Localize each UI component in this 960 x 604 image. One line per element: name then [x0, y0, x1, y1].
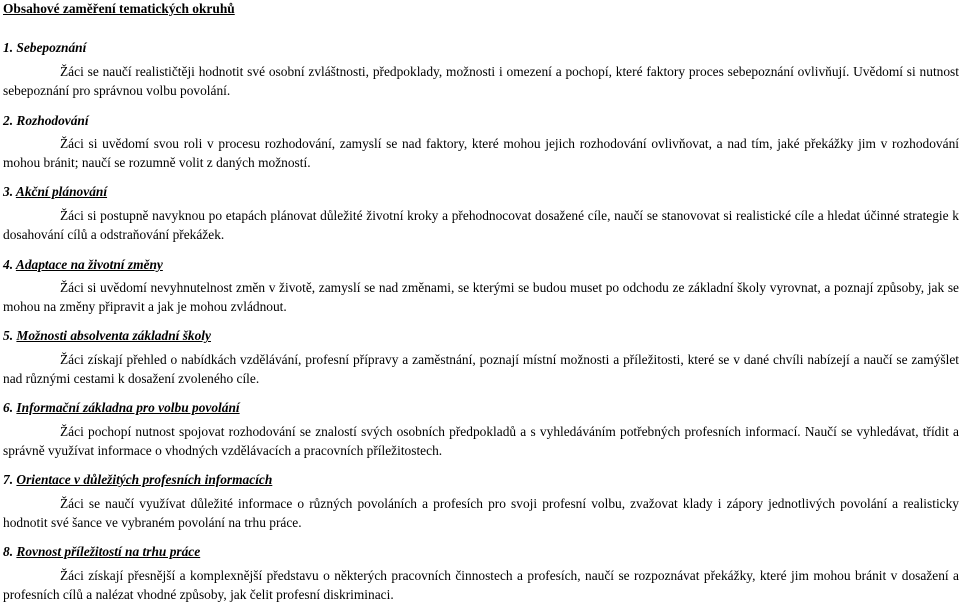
section-heading-5	[3, 328, 211, 344]
section-text-3: Žáci si postupně navyknou po etapách plánovat důležité životní kroky a přehodnocovat dosažené cíle, naučí se stanovovat si realistické cíle a hledat účinné strategie k dosahování cílů a odstraňování překážek.	[3, 208, 959, 242]
section-number: 6.	[3, 400, 14, 415]
section-text-5: Žáci získají přehled o nabídkách vzdělávání, profesní přípravy a zaměstnání, poznají místní možnosti a příležitosti, které se v dané chvíli nabízejí a naučí se zamýšlet nad různými cestami k dosažení zvoleného cíle.	[3, 352, 959, 386]
section-title: Informační základna pro volbu povolání	[16, 400, 240, 415]
section-number: 1.	[3, 40, 14, 55]
section-text-7: Žáci se naučí využívat důležité informace o různých povoláních a profesích pro svoji profesní volbu, zvažovat klady i zápory jednotlivých povolání a realisticky hodnotit své šance ve vybraném povolání na trhu práce.	[3, 496, 959, 530]
section-text-2: Žáci si uvědomí svou roli v procesu rozhodování, zamyslí se nad faktory, které mohou jejich rozhodování ovlivňovat, a nad tím, jaké překážky jim v rozhodování mohou bránit; naučí se rozumně volit z daných možností.	[3, 136, 959, 170]
section-heading-4	[3, 257, 163, 273]
section-heading-6	[3, 400, 240, 416]
section-text-8: Žáci získají přesnější a komplexnější představu o některých pracovních činnostech a profesích, naučí se rozpoznávat překážky, které jim mohou bránit v dosažení a profesních cílů a nalézat vhodné způsoby, jak čelit profesní diskriminaci.	[3, 568, 959, 602]
section-title: Sebepoznání	[16, 40, 87, 55]
section-title: Rovnost příležitostí na trhu práce	[16, 544, 201, 559]
section-text-6: Žáci pochopí nutnost spojovat rozhodování se znalostí svých osobních předpokladů a s vyhledáváním potřebných profesních informací. Naučí se vyhledávat, třídit a správně využívat informace o vhodných vzdělávacích a pracovních příležitostech.	[3, 424, 959, 458]
section-heading-3	[3, 184, 107, 200]
section-title: Adaptace na životní změny	[15, 257, 163, 272]
section-title: Rozhodování	[16, 113, 89, 128]
section-heading-1	[3, 40, 86, 56]
section-heading-7	[3, 472, 272, 488]
document-title: Obsahové zaměření tematických okruhů	[3, 1, 235, 16]
section-number: 2.	[3, 113, 14, 128]
section-title: Orientace v důležitých profesních informacích	[16, 472, 273, 487]
section-number: 5.	[3, 328, 14, 343]
section-text-4: Žáci si uvědomí nevyhnutelnost změn v životě, zamyslí se nad změnami, se kterými se budou muset po odchodu ze základní školy vyrovnat, a poznají způsoby, jak se mohou na změny připravit a jak je mohou zvládnout.	[3, 280, 959, 314]
section-number: 8.	[3, 544, 14, 559]
section-number: 3.	[3, 184, 14, 199]
section-heading-2	[3, 113, 89, 129]
section-text-1: Žáci se naučí realističtěji hodnotit své osobní zvláštnosti, předpoklady, možnosti i omezení a pochopí, které faktory proces sebepoznání ovlivňují. Uvědomí si nutnost sebepoznání pro správnou volbu povolání.	[3, 64, 959, 98]
section-title: Akční plánování	[15, 184, 108, 199]
section-heading-8	[3, 544, 200, 560]
section-title: Možnosti absolventa základní školy	[16, 328, 211, 343]
section-number: 7.	[3, 472, 14, 487]
section-number: 4.	[3, 257, 14, 272]
